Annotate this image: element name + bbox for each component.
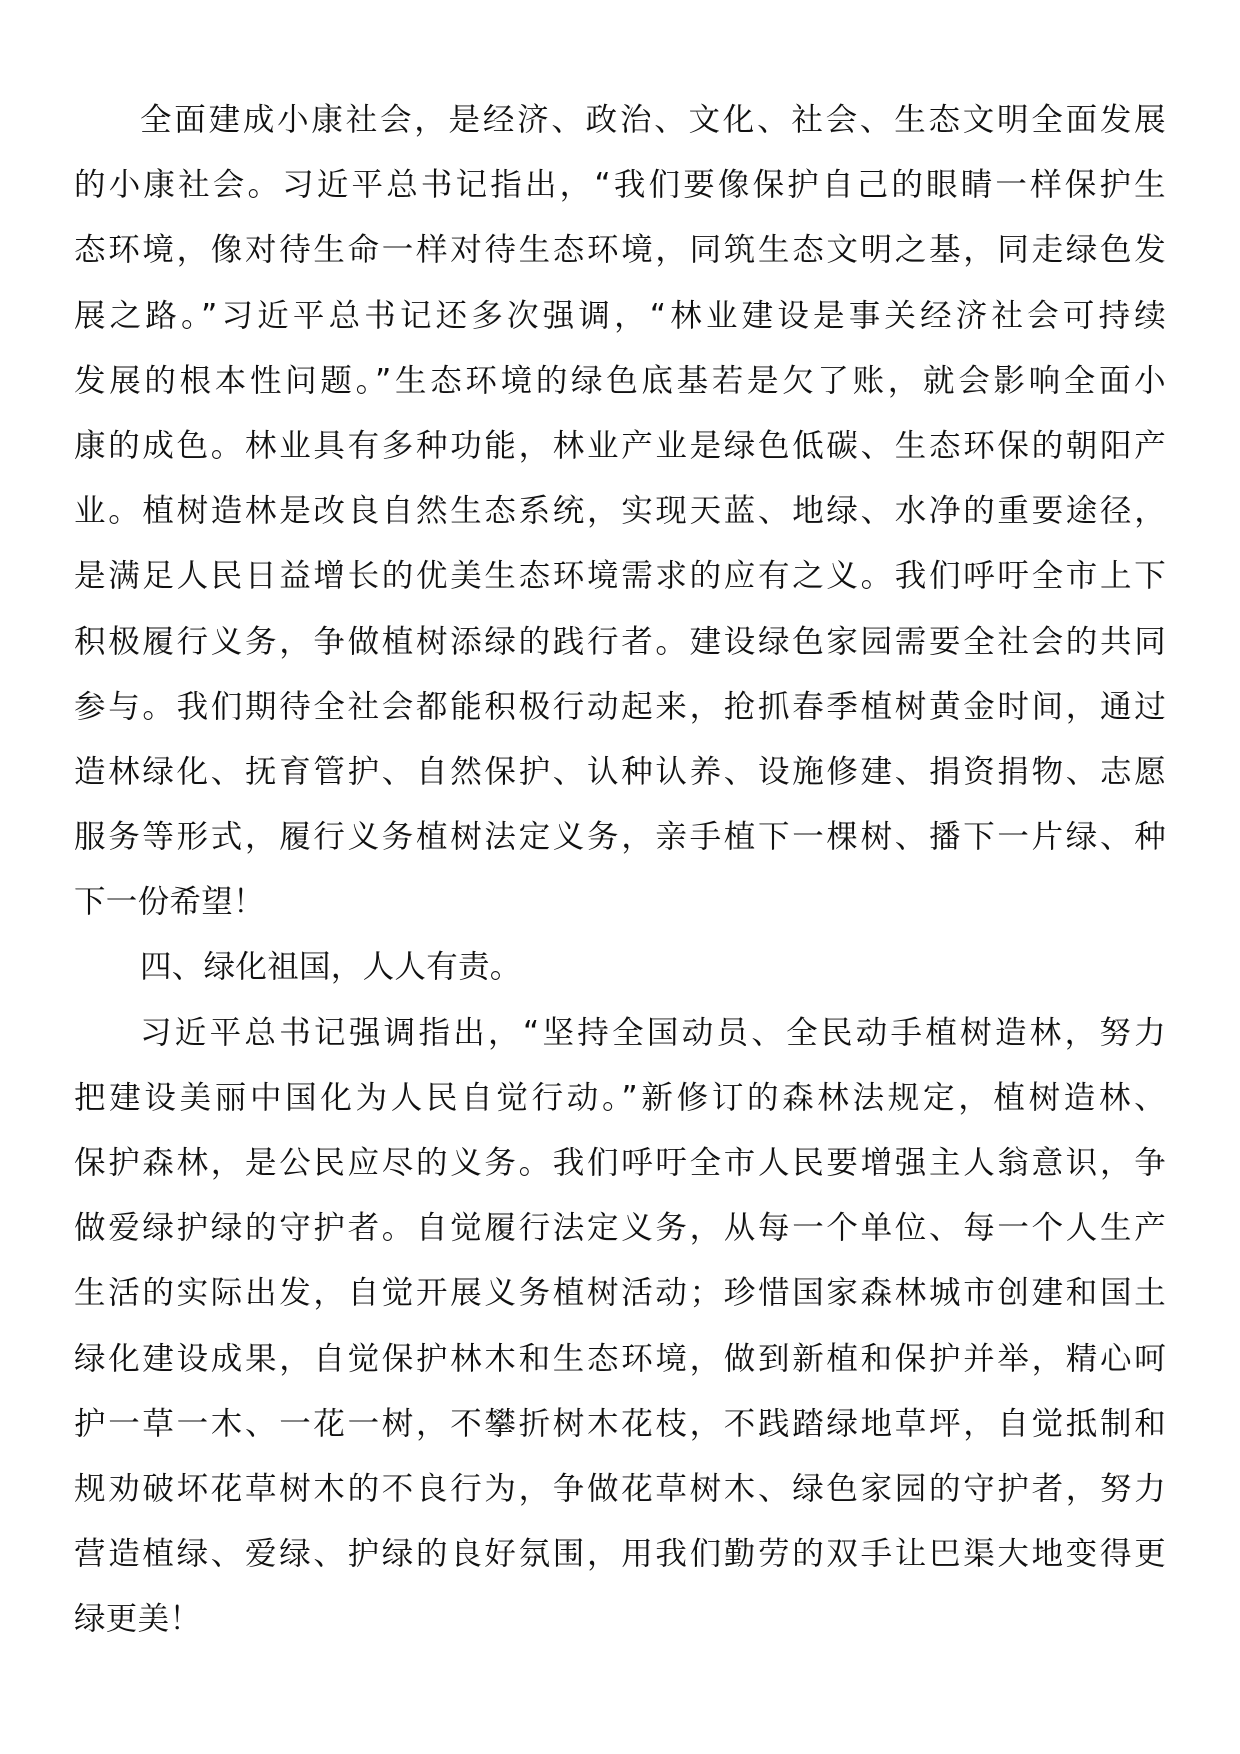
section-heading: 四、绿化祖国，人人有责。 bbox=[140, 949, 522, 986]
text-line: 态环境，像对待生命一样对待生态环境，同筑生态文明之基，同走绿色发 bbox=[74, 232, 1166, 269]
text-line: 绿化建设成果，自觉保护林木和生态环境，做到新植和保护并举，精心呵 bbox=[74, 1340, 1166, 1377]
text-line: 生活的实际出发，自觉开展义务植树活动；珍惜国家森林城市创建和国土 bbox=[74, 1275, 1166, 1312]
text-line: 把建设美丽中国化为人民自觉行动。”新修订的森林法规定，植树造林、 bbox=[74, 1079, 1166, 1116]
text-line: 规劝破坏花草树木的不良行为，争做花草树木、绿色家园的守护者，努力 bbox=[74, 1470, 1166, 1507]
text-line: 下一份希望！ bbox=[74, 884, 265, 921]
text-line: 服务等形式，履行义务植树法定义务，亲手植下一棵树、播下一片绿、种 bbox=[74, 819, 1166, 856]
text-line: 做爱绿护绿的守护者。自觉履行法定义务，从每一个单位、每一个人生产 bbox=[74, 1210, 1166, 1247]
text-line: 保护森林，是公民应尽的义务。我们呼吁全市人民要增强主人翁意识，争 bbox=[74, 1145, 1166, 1181]
text-line: 康的成色。林业具有多种功能，林业产业是绿色低碳、生态环保的朝阳产 bbox=[74, 427, 1166, 464]
text-line: 造林绿化、抚育管护、自然保护、认种认养、设施修建、捐资捐物、志愿 bbox=[74, 753, 1166, 790]
paragraph-greening-overview bbox=[74, 88, 1166, 935]
text-line: 的小康社会。习近平总书记指出，“我们要像保护自己的眼睛一样保护生 bbox=[74, 167, 1166, 204]
text-line: 业。植树造林是改良自然生态系统，实现天蓝、地绿、水净的重要途径， bbox=[74, 493, 1166, 530]
text-line: 发展的根本性问题。”生态环境的绿色底基若是欠了账，就会影响全面小 bbox=[74, 362, 1166, 399]
paragraph-civic-duty bbox=[74, 1001, 1166, 1653]
text-line: 是满足人民日益增长的优美生态环境需求的应有之义。我们呼吁全市上下 bbox=[74, 558, 1166, 595]
text-line: 展之路。”习近平总书记还多次强调，“林业建设是事关经济社会可持续 bbox=[74, 297, 1166, 334]
text-line: 参与。我们期待全社会都能积极行动起来，抢抓春季植树黄金时间，通过 bbox=[74, 688, 1166, 725]
text-line: 营造植绿、爱绿、护绿的良好氛围，用我们勤劳的双手让巴渠大地变得更 bbox=[74, 1536, 1166, 1573]
text-line: 护一草一木、一花一树，不攀折树木花枝，不践踏绿地草坪，自觉抵制和 bbox=[74, 1405, 1166, 1442]
document-page bbox=[74, 88, 1166, 1653]
text-line: 绿更美！ bbox=[74, 1601, 202, 1638]
text-line: 全面建成小康社会，是经济、政治、文化、社会、生态文明全面发展 bbox=[140, 102, 1166, 138]
text-line: 习近平总书记强调指出，“坚持全国动员、全民动手植树造林，努力 bbox=[140, 1014, 1166, 1051]
text-line: 积极履行义务，争做植树添绿的践行者。建设绿色家园需要全社会的共同 bbox=[74, 623, 1166, 660]
